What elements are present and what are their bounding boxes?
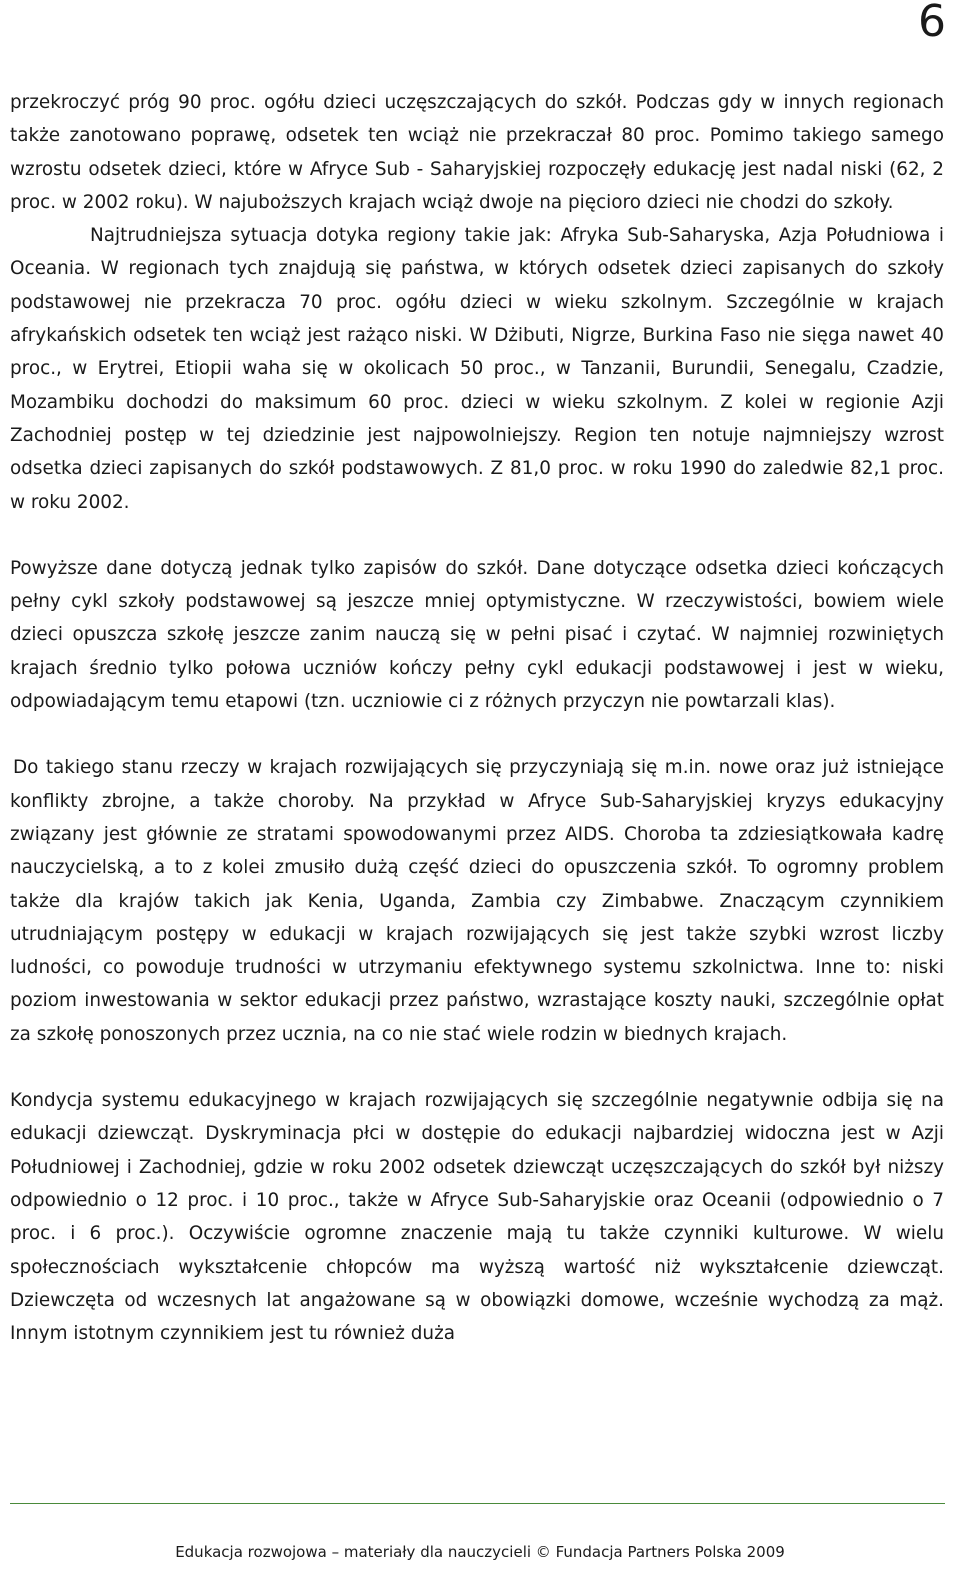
paragraph-2: Najtrudniejsza sytuacja dotyka regiony takie jak: Afryka Sub-Saharyska, Azja Południowa i Oceania. W regionach tych znajdują się państwa, w których odsetek dzieci zapisanych do szkoły podstawowej nie przekracza 70 proc. ogółu dzieci w wieku szkolnym. Szczególnie w krajach afrykańskich odsetek ten wciąż jest rażąco niski. W Dżibuti, Nigrze, Burkina Faso nie sięga nawet 40 proc., w Erytrei, Etiopii waha się w okolicach 50 proc., w Tanzanii, Burundii, Senegalu, Czadzie, Mozambiku dochodzi do maksimum 60 proc. dzieci w wieku szkolnym. Z kolei w regionie Azji Zachodniej postęp w tej dziedzinie jest najpowolniejszy. Region ten notuje najmniejszy wzrost odsetka dzieci zapisanych do szkół podstawowych. Z 81,0 proc. w roku 1990 do zaledwie 82,1 proc. w roku 2002. [10, 225, 944, 513]
paragraph-gap [10, 1051, 944, 1084]
paragraph-1: przekroczyć próg 90 proc. ogółu dzieci uczęszczających do szkół. Podczas gdy w innych regionach także zanotowano poprawę, odsetek ten wciąż nie przekraczał 80 proc. Pomimo takiego samego wzrostu odsetek dzieci, które w Afryce Sub - Saharyjskiej rozpoczęły edukację jest nadal niski (62, 2 proc. w 2002 roku). W najuboższych krajach wciąż dwoje na pięcioro dzieci nie chodzi do szkoły. [10, 92, 944, 213]
paragraph-3: Powyższe dane dotyczą jednak tylko zapisów do szkół. Dane dotyczące odsetka dzieci kończących pełny cykl szkoły podstawowej są jeszcze mniej optymistyczne. W rzeczywistości, bowiem wiele dzieci opuszcza szkołę jeszcze zanim nauczą się w pełni pisać i czytać. W najmniej rozwiniętych krajach średnio tylko połowa uczniów kończy pełny cykl edukacji podstawowej i jest w wieku, odpowiadającym temu etapowi (tzn. uczniowie ci z różnych przyczyn nie powtarzali klas). [10, 557, 944, 713]
page-number: 6 [918, 0, 946, 47]
paragraph-gap [10, 718, 944, 751]
footer-text: Edukacja rozwojowa – materiały dla nauczycieli © Fundacja Partners Polska 2009 [175, 1543, 785, 1561]
footer-rule [10, 1503, 945, 1504]
paragraph-5: Kondycja systemu edukacyjnego w krajach rozwijających się szczególnie negatywnie odbija się na edukacji dziewcząt. Dyskryminacja płci w dostępie do edukacji najbardziej widoczna jest w Azji Południowej i Zachodniej, gdzie w roku 2002 odsetek dziewcząt uczęszczających do szkół był niższy odpowiednio o 12 proc. i 10 proc., także w Afryce Sub-Saharyjskie oraz Oceanii (odpowiednio o 7 proc. i 6 proc.). Oczywiście ogromne znaczenie mają tu także czynniki kulturowe. W wielu społecznościach wykształcenie chłopców ma wyższą wartość niż wykształcenie dziewcząt. Dziewczęta od wczesnych lat angażowane są w obowiązki domowe, wcześnie wychodzą za mąż. Innym istotnym czynnikiem jest tu również duża [10, 1090, 944, 1345]
paragraph-4: Do takiego stanu rzeczy w krajach rozwijających się przyczyniają się m.in. nowe oraz już istniejące konflikty zbrojne, a także choroby. Na przykład w Afryce Sub-Saharyjskiej kryzys edukacyjny związany jest głównie ze stratami spowodowanymi przez AIDS. Choroba ta zdziesiątkowała kadrę nauczycielską, a to z kolei zmusiło dużą część dzieci do opuszczenia szkół. To ogromny problem także dla krajów takich jak Kenia, Uganda, Zambia czy Zimbabwe. Znaczącym czynnikiem utrudniającym postępy w edukacji w krajach rozwijających się jest także szybki wzrost liczby ludności, co powoduje trudności w utrzymaniu efektywnego systemu szkolnictwa. Inne to: niski poziom inwestowania w sektor edukacji przez państwo, wzrastające koszty nauki, szczególnie opłat za szkołę ponoszonych przez ucznia, na co nie stać wiele rodzin w biednych krajach. [10, 757, 944, 1045]
document-body [10, 86, 944, 1350]
paragraph-gap [10, 519, 944, 552]
